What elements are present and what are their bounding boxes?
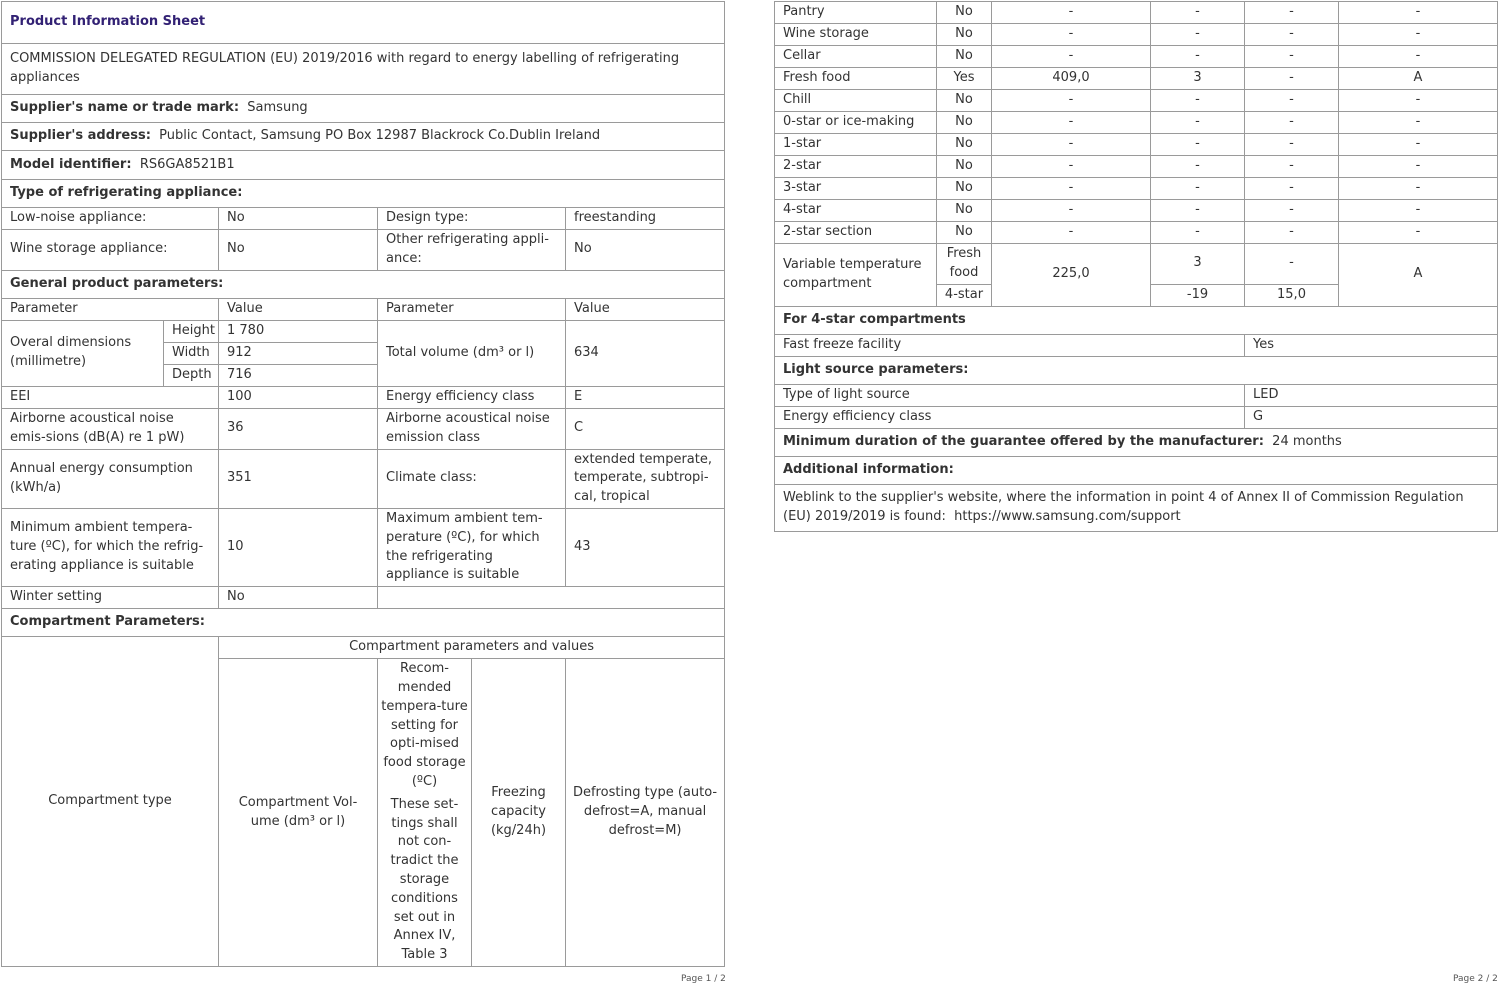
dimensions-label: Overal dimensions (millimetre)	[2, 320, 164, 386]
winter-setting-value: No	[219, 587, 378, 609]
compartment-row	[775, 24, 1498, 46]
energy-class-value: E	[566, 386, 725, 408]
other-appliance-value: No	[566, 230, 725, 271]
weblink-row	[775, 484, 1498, 531]
max-temp-label: Maximum ambient tem-perature (ºC), for which the refrigerating appliance is suitable	[378, 508, 566, 586]
compartment-volume: -	[992, 156, 1151, 178]
compartment-present: No	[937, 178, 992, 200]
compartment-defrost: -	[1339, 90, 1498, 112]
page-number-2: Page 2 / 2	[1453, 974, 1498, 984]
weblink-url[interactable]: https://www.samsung.com/support	[954, 508, 1181, 524]
compartment-defrost: -	[1339, 112, 1498, 134]
compartment-present: No	[937, 2, 992, 24]
compartment-rows	[775, 2, 1498, 244]
compartment-temp: -	[1151, 112, 1245, 134]
winter-setting-label: Winter setting	[2, 587, 219, 609]
compartment-type-header: Compartment type	[2, 637, 219, 967]
supplier-address-row	[2, 123, 725, 151]
compartment-defrost: -	[1339, 24, 1498, 46]
model-identifier-value: RS6GA8521B1	[139, 156, 235, 172]
compartment-row	[775, 2, 1498, 24]
compartment-row	[775, 46, 1498, 68]
compartment-freezing: -	[1245, 46, 1339, 68]
compartment-temp: -	[1151, 200, 1245, 222]
compartment-name: Fresh food	[775, 68, 937, 90]
compartment-present: No	[937, 222, 992, 244]
eei-value: 100	[219, 386, 378, 408]
compartment-freezing: -	[1245, 200, 1339, 222]
weblink-text: Weblink to the supplier's website, where the information in point 4 of Annex II of Commission Regulation (EU) 2019/2019 is found:	[783, 489, 1464, 524]
compartment-row	[775, 222, 1498, 244]
compartment-row	[775, 68, 1498, 90]
compartment-defrost: A	[1339, 68, 1498, 90]
additional-info-heading: Additional information:	[775, 456, 1498, 484]
freezing-capacity-header: Freezing capacity (kg/24h)	[472, 659, 566, 967]
variable-fresh-food-label: Fresh food	[937, 244, 992, 285]
compartment-defrost: -	[1339, 178, 1498, 200]
product-sheet-table-page-2	[774, 1, 1498, 532]
max-temp-value: 43	[566, 508, 725, 586]
model-identifier-label: Model identifier:	[10, 156, 132, 172]
compartment-freezing: -	[1245, 134, 1339, 156]
variable-four-star-temp: -19	[1151, 284, 1245, 306]
supplier-name-row	[2, 95, 725, 123]
compartment-defrost: -	[1339, 200, 1498, 222]
compartment-defrost: -	[1339, 46, 1498, 68]
compartment-freezing: -	[1245, 156, 1339, 178]
width-value: 912	[219, 342, 378, 364]
compartment-volume: -	[992, 46, 1151, 68]
compartment-temp: -	[1151, 222, 1245, 244]
compartment-volume: 409,0	[992, 68, 1151, 90]
recommended-temp-note: These set-tings shall not con-tradict the storage conditions set out in Annex IV, Table 3	[390, 796, 459, 963]
climate-class-value: extended temperate, temperate, subtropi-cal, tropical	[566, 449, 725, 508]
eei-label: EEI	[2, 386, 219, 408]
compartment-present: No	[937, 46, 992, 68]
variable-volume: 225,0	[992, 244, 1151, 307]
col-value-header: Value	[219, 298, 378, 320]
col-parameter-header: Parameter	[2, 298, 219, 320]
low-noise-label: Low-noise appliance:	[2, 208, 219, 230]
compartment-present: No	[937, 200, 992, 222]
noise-label: Airborne acoustical noise emis-sions (dB(A) re 1 pW)	[2, 408, 219, 449]
four-star-heading: For 4-star compartments	[775, 306, 1498, 334]
noise-class-value: C	[566, 408, 725, 449]
height-label: Height	[164, 320, 219, 342]
compartment-defrost: -	[1339, 222, 1498, 244]
light-class-value: G	[1245, 406, 1498, 428]
light-source-heading: Light source parameters:	[775, 356, 1498, 384]
compartment-volume: -	[992, 90, 1151, 112]
light-type-value: LED	[1245, 384, 1498, 406]
energy-class-label: Energy efficiency class	[378, 386, 566, 408]
design-type-label: Design type:	[378, 208, 566, 230]
compartment-row	[775, 156, 1498, 178]
compartment-row	[775, 200, 1498, 222]
variable-four-star-label: 4-star	[937, 284, 992, 306]
page-1	[1, 1, 724, 967]
compartment-temp: 3	[1151, 68, 1245, 90]
fast-freeze-label: Fast freeze facility	[775, 334, 1245, 356]
compartment-name: Cellar	[775, 46, 937, 68]
compartment-present: No	[937, 156, 992, 178]
compartment-row	[775, 134, 1498, 156]
compartment-volume: -	[992, 178, 1151, 200]
compartment-name: 2-star section	[775, 222, 937, 244]
supplier-name-label: Supplier's name or trade mark:	[10, 100, 240, 116]
compartment-volume: -	[992, 112, 1151, 134]
page-title: Product Information Sheet	[2, 2, 725, 44]
min-temp-value: 10	[219, 508, 378, 586]
compartment-volume: -	[992, 2, 1151, 24]
compartment-defrost: -	[1339, 156, 1498, 178]
compartment-params-header: Compartment parameters and values	[219, 637, 725, 659]
width-label: Width	[164, 342, 219, 364]
compartment-freezing: -	[1245, 112, 1339, 134]
model-identifier-row	[2, 151, 725, 180]
compartment-temp: -	[1151, 90, 1245, 112]
light-type-label: Type of light source	[775, 384, 1245, 406]
general-heading: General product parameters:	[2, 270, 725, 298]
light-class-label: Energy efficiency class	[775, 406, 1245, 428]
supplier-name-value: Samsung	[247, 100, 308, 116]
variable-defrost: A	[1339, 244, 1498, 307]
compartment-present: No	[937, 134, 992, 156]
product-sheet-table-page-1	[1, 1, 725, 967]
compartment-freezing: -	[1245, 90, 1339, 112]
variable-fresh-food-temp: 3	[1151, 244, 1245, 285]
compartment-name: Chill	[775, 90, 937, 112]
compartment-freezing: -	[1245, 178, 1339, 200]
col-value-header-2: Value	[566, 298, 725, 320]
noise-value: 36	[219, 408, 378, 449]
total-volume-label: Total volume (dm³ or l)	[378, 320, 566, 386]
recommended-temp-text: Recom-mended tempera-ture setting for opti-mised food storage (ºC)	[381, 661, 468, 790]
noise-class-label: Airborne acoustical noise emission class	[378, 408, 566, 449]
depth-label: Depth	[164, 364, 219, 386]
compartment-temp: -	[1151, 2, 1245, 24]
other-appliance-label: Other refrigerating appli-ance:	[378, 230, 566, 271]
compartment-freezing: -	[1245, 2, 1339, 24]
variable-compartment-label: Variable temperature compartment	[775, 244, 937, 307]
wine-storage-value: No	[219, 230, 378, 271]
compartment-temp: -	[1151, 134, 1245, 156]
design-type-value: freestanding	[566, 208, 725, 230]
compartment-freezing: -	[1245, 222, 1339, 244]
compartment-name: 3-star	[775, 178, 937, 200]
compartment-name: 4-star	[775, 200, 937, 222]
fast-freeze-value: Yes	[1245, 334, 1498, 356]
compartment-temp: -	[1151, 46, 1245, 68]
compartment-defrost: -	[1339, 134, 1498, 156]
compartment-present: No	[937, 90, 992, 112]
compartment-temp: -	[1151, 24, 1245, 46]
guarantee-label: Minimum duration of the guarantee offered by the manufacturer:	[783, 433, 1264, 449]
compartment-name: 2-star	[775, 156, 937, 178]
compartment-row	[775, 90, 1498, 112]
compartment-heading: Compartment Parameters:	[2, 609, 725, 637]
height-value: 1 780	[219, 320, 378, 342]
compartment-present: No	[937, 112, 992, 134]
compartment-defrost: -	[1339, 2, 1498, 24]
depth-value: 716	[219, 364, 378, 386]
annual-energy-label: Annual energy consumption (kWh/a)	[2, 449, 219, 508]
compartment-present: Yes	[937, 68, 992, 90]
variable-fresh-food-freezing: -	[1245, 244, 1339, 285]
compartment-temp: -	[1151, 178, 1245, 200]
min-temp-label: Minimum ambient tempera-ture (ºC), for which the refrig-erating appliance is suitable	[2, 508, 219, 586]
compartment-name: 0-star or ice-making	[775, 112, 937, 134]
col-parameter-header-2: Parameter	[378, 298, 566, 320]
compartment-temp: -	[1151, 156, 1245, 178]
variable-four-star-freezing: 15,0	[1245, 284, 1339, 306]
compartment-freezing: -	[1245, 24, 1339, 46]
defrosting-type-header: Defrosting type (auto-defrost=A, manual defrost=M)	[566, 659, 725, 967]
supplier-address-label: Supplier's address:	[10, 128, 151, 144]
type-heading: Type of refrigerating appliance:	[2, 180, 725, 208]
compartment-volume: -	[992, 222, 1151, 244]
guarantee-row	[775, 428, 1498, 456]
total-volume-value: 634	[566, 320, 725, 386]
compartment-present: No	[937, 24, 992, 46]
compartment-freezing: -	[1245, 68, 1339, 90]
compartment-volume: -	[992, 200, 1151, 222]
compartment-volume: -	[992, 134, 1151, 156]
compartment-name: 1-star	[775, 134, 937, 156]
empty-cell	[378, 587, 725, 609]
compartment-row	[775, 178, 1498, 200]
compartment-name: Wine storage	[775, 24, 937, 46]
page-2	[774, 1, 1497, 532]
supplier-address-value: Public Contact, Samsung PO Box 12987 Blackrock Co.Dublin Ireland	[159, 128, 601, 144]
compartment-row	[775, 112, 1498, 134]
compartment-volume: -	[992, 24, 1151, 46]
guarantee-value: 24 months	[1272, 433, 1342, 449]
compartment-volume-header: Compartment Vol-ume (dm³ or l)	[219, 659, 378, 967]
page-number-1: Page 1 / 2	[681, 974, 726, 984]
regulation-text: COMMISSION DELEGATED REGULATION (EU) 2019/2016 with regard to energy labelling of refrigerating appliances	[2, 44, 725, 95]
climate-class-label: Climate class:	[378, 449, 566, 508]
recommended-temp-header	[378, 659, 472, 967]
low-noise-value: No	[219, 208, 378, 230]
wine-storage-label: Wine storage appliance:	[2, 230, 219, 271]
annual-energy-value: 351	[219, 449, 378, 508]
compartment-name: Pantry	[775, 2, 937, 24]
